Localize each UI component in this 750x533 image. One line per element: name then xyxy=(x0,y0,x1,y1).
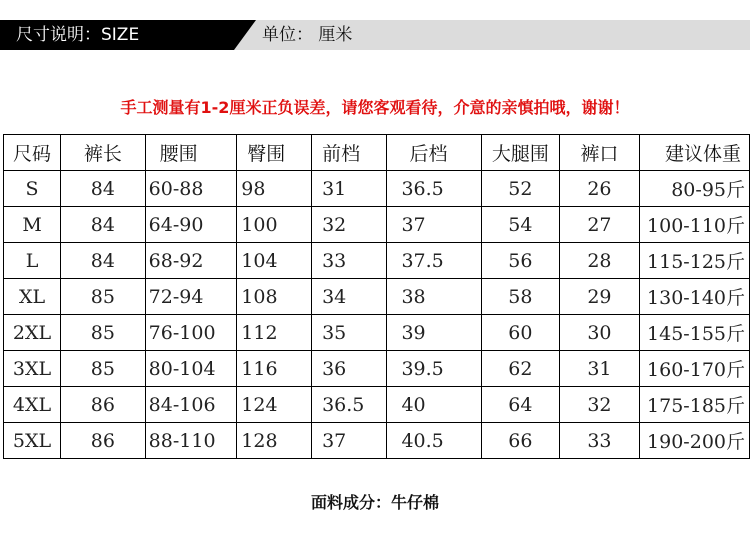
cell-thigh: 58 xyxy=(482,279,560,315)
cell-back-rise: 40.5 xyxy=(387,423,482,459)
cell-weight: 130-140斤 xyxy=(640,279,750,315)
cell-weight: 145-155斤 xyxy=(640,315,750,351)
cell-weight: 175-185斤 xyxy=(640,387,750,423)
cell-thigh: 62 xyxy=(482,351,560,387)
cell-hip: 98 xyxy=(237,171,312,207)
cell-front-rise: 32 xyxy=(312,207,387,243)
cell-front-rise: 37 xyxy=(312,423,387,459)
cell-thigh: 54 xyxy=(482,207,560,243)
cell-back-rise: 38 xyxy=(387,279,482,315)
cell-thigh: 66 xyxy=(482,423,560,459)
table-row xyxy=(4,351,750,387)
measurement-notice: 手工测量有1-2厘米正负误差，请您客观看待，介意的亲慎拍哦，谢谢！ xyxy=(120,98,630,117)
material-label: 面料成分： xyxy=(310,493,391,512)
cell-length: 84 xyxy=(61,207,146,243)
cell-size: L xyxy=(4,243,61,279)
cell-hip: 104 xyxy=(237,243,312,279)
cell-length: 84 xyxy=(61,243,146,279)
cell-hem: 31 xyxy=(559,351,639,387)
cell-thigh: 60 xyxy=(482,315,560,351)
header-cell-length: 裤长 xyxy=(61,135,146,171)
cell-size: S xyxy=(4,171,61,207)
cell-hem: 28 xyxy=(559,243,639,279)
cell-back-rise: 36.5 xyxy=(387,171,482,207)
header-title: 尺寸说明：SIZE xyxy=(16,25,140,45)
cell-hip: 116 xyxy=(237,351,312,387)
header-cell-size: 尺码 xyxy=(4,135,61,171)
table-row xyxy=(4,423,750,459)
table-row xyxy=(4,171,750,207)
material-value: 牛仔棉 xyxy=(391,493,440,512)
cell-hip: 128 xyxy=(237,423,312,459)
cell-waist: 88-110 xyxy=(145,423,237,459)
cell-weight: 160-170斤 xyxy=(640,351,750,387)
cell-size: 4XL xyxy=(4,387,61,423)
cell-length: 86 xyxy=(61,423,146,459)
header-bar xyxy=(0,20,750,50)
cell-size: 5XL xyxy=(4,423,61,459)
cell-hem: 33 xyxy=(559,423,639,459)
cell-front-rise: 33 xyxy=(312,243,387,279)
unit-label: 单位： 厘米 xyxy=(262,25,353,45)
cell-hip: 100 xyxy=(237,207,312,243)
cell-length: 85 xyxy=(61,315,146,351)
header-cell-thigh: 大腿围 xyxy=(482,135,560,171)
cell-front-rise: 34 xyxy=(312,279,387,315)
cell-weight: 190-200斤 xyxy=(640,423,750,459)
table-row xyxy=(4,387,750,423)
table-row xyxy=(4,279,750,315)
cell-weight: 80-95斤 xyxy=(640,171,750,207)
cell-size: M xyxy=(4,207,61,243)
cell-back-rise: 39 xyxy=(387,315,482,351)
cell-waist: 84-106 xyxy=(145,387,237,423)
cell-weight: 100-110斤 xyxy=(640,207,750,243)
header-cell-back-rise: 后档 xyxy=(387,135,482,171)
table-row xyxy=(4,315,750,351)
header-cell-front-rise: 前档 xyxy=(312,135,387,171)
header-cell-hip: 臀围 xyxy=(237,135,312,171)
cell-size: 3XL xyxy=(4,351,61,387)
cell-front-rise: 31 xyxy=(312,171,387,207)
cell-waist: 76-100 xyxy=(145,315,237,351)
cell-back-rise: 37 xyxy=(387,207,482,243)
cell-waist: 68-92 xyxy=(145,243,237,279)
material-line xyxy=(0,492,750,514)
cell-back-rise: 37.5 xyxy=(387,243,482,279)
cell-thigh: 52 xyxy=(482,171,560,207)
cell-length: 86 xyxy=(61,387,146,423)
cell-thigh: 56 xyxy=(482,243,560,279)
cell-length: 85 xyxy=(61,351,146,387)
cell-length: 84 xyxy=(61,171,146,207)
cell-waist: 80-104 xyxy=(145,351,237,387)
cell-waist: 60-88 xyxy=(145,171,237,207)
cell-hem: 32 xyxy=(559,387,639,423)
cell-weight: 115-125斤 xyxy=(640,243,750,279)
table-header-row xyxy=(4,135,750,171)
header-cell-weight: 建议体重 xyxy=(640,135,750,171)
cell-hem: 29 xyxy=(559,279,639,315)
cell-hip: 112 xyxy=(237,315,312,351)
cell-waist: 64-90 xyxy=(145,207,237,243)
cell-length: 85 xyxy=(61,279,146,315)
cell-waist: 72-94 xyxy=(145,279,237,315)
cell-hem: 30 xyxy=(559,315,639,351)
cell-size: 2XL xyxy=(4,315,61,351)
header-cell-waist: 腰围 xyxy=(145,135,237,171)
cell-back-rise: 39.5 xyxy=(387,351,482,387)
cell-hem: 27 xyxy=(559,207,639,243)
header-cell-hem: 裤口 xyxy=(559,135,639,171)
cell-back-rise: 40 xyxy=(387,387,482,423)
cell-front-rise: 35 xyxy=(312,315,387,351)
cell-hem: 26 xyxy=(559,171,639,207)
cell-front-rise: 36.5 xyxy=(312,387,387,423)
size-table xyxy=(3,134,750,459)
table-row xyxy=(4,207,750,243)
cell-front-rise: 36 xyxy=(312,351,387,387)
cell-hip: 108 xyxy=(237,279,312,315)
cell-hip: 124 xyxy=(237,387,312,423)
cell-thigh: 64 xyxy=(482,387,560,423)
cell-size: XL xyxy=(4,279,61,315)
table-row xyxy=(4,243,750,279)
